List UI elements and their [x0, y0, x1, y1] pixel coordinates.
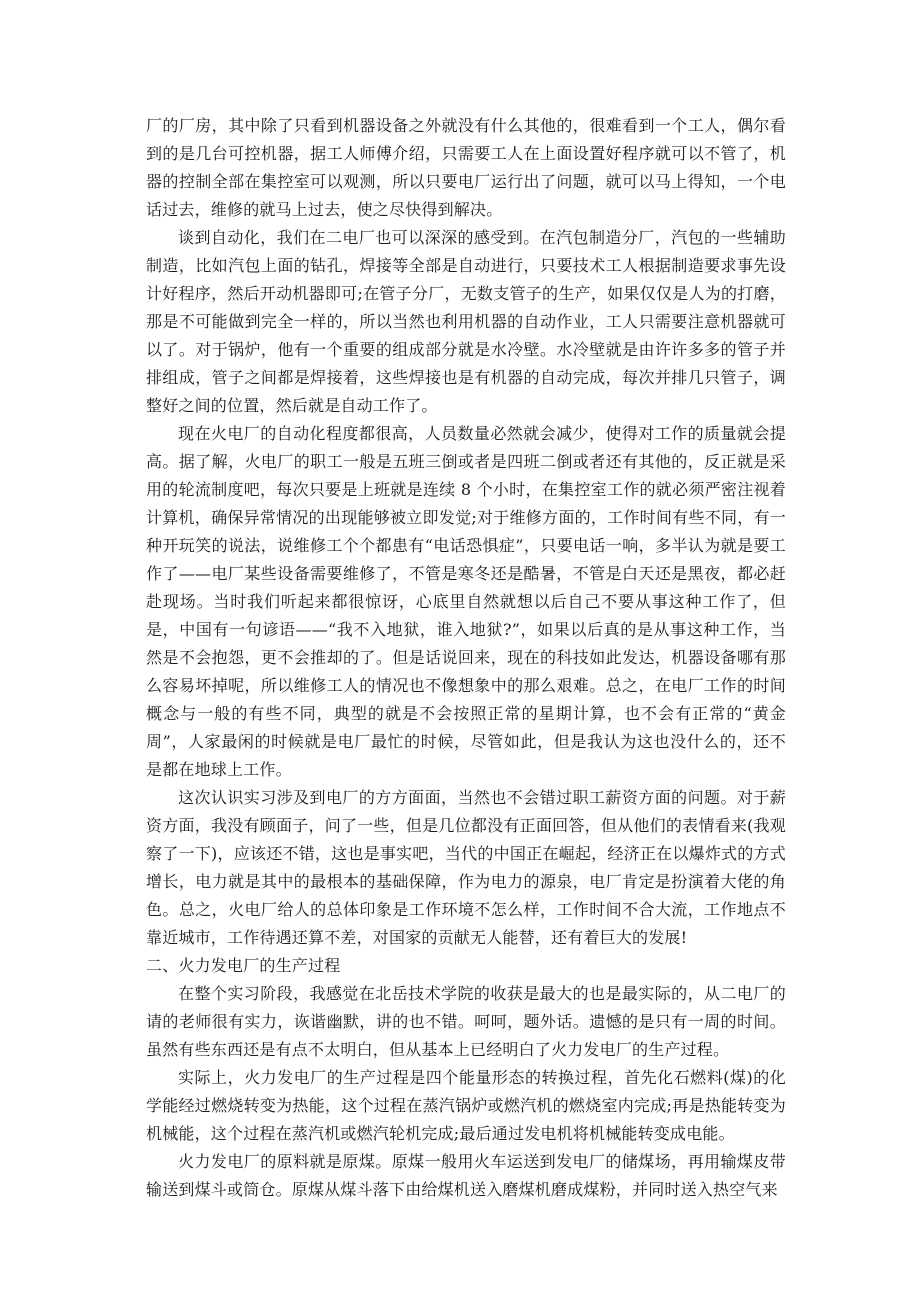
section-heading-production-process: 二、火力发电厂的生产过程	[146, 956, 341, 975]
paragraph-salary: 这次认识实习涉及到电厂的方方面面，当然也不会错过职工薪资方面的问题。对于薪资方面，我没有顾面子，问了一些，但是几位都没有正面回答，但从他们的表情看来(我观察了一下)，应该还不错，这也是事实吧，当代的中国正在崛起，经济正在以爆炸式的方式增长，电力就是其中的最根本的基础保障，作为电力的源泉，电厂肯定是扮演着大佬的角色。总之，火电厂给人的总体印象是工作环境不怎么样，工作时间不合大流，工作地点不靠近城市，工作待遇还算不差，对国家的贡献无人能替，还有着巨大的发展!	[146, 788, 786, 947]
paragraph-internship-impression: 在整个实习阶段，我感觉在北岳技术学院的收获是最大的也是最实际的，从二电厂的请的老师很有实力，诙谐幽默，讲的也不错。呵呵，题外话。遗憾的是只有一周的时间。虽然有些东西还是有点不太明白，但从基本上已经明白了火力发电厂的生产过程。	[146, 984, 786, 1059]
paragraph-automation: 谈到自动化，我们在二电厂也可以深深的感受到。在汽包制造分厂，汽包的一些辅助制造，比如汽包上面的钻孔，焊接等全部是自动进行，只要技术工人根据制造要求事先设计好程序，然后开动机器即可;在管子分厂，无数支管子的生产，如果仅仅是人为的打磨，那是不可能做到完全一样的，所以当然也利用机器的自动作业，工人只需要注意机器就可以了。对于锅炉，他有一个重要的组成部分就是水冷壁。水冷壁就是由许许多多的管子并排组成，管子之间都是焊接着，这些焊接也是有机器的自动完成，每次并排几只管子，调整好之间的位置，然后就是自动工作了。	[146, 228, 786, 415]
paragraph-staffing-shifts: 现在火电厂的自动化程度都很高，人员数量必然就会减少，使得对工作的质量就会提高。据了解，火电厂的职工一般是五班三倒或者是四班二倒或者还有其他的，反正就是采用的轮流制度吧，每次只要是上班就是连续 8 个小时，在集控室工作的就必须严密注视着计算机，确保异常情况的出现能够被立即发觉;对于维修方面的，工作时间有些不同，有一种开玩笑的说法，说维修工个个都患有“电话恐惧症”，只要电话一响，多半认为就是要工作了——电厂某些设备需要维修了，不管是寒冬还是酷暑，不管是白天还是黑夜，都必赶赴现场。当时我们听起来都很惊讶，心底里自然就想以后自己不要从事这种工作了，但是，中国有一句谚语——“我不入地狱，谁入地狱?”，如果以后真的是从事这种工作，当然是不会抱怨，更不会推却的了。但是话说回来，现在的科技如此发达，机器设备哪有那么容易坏掉呢，所以维修工人的情况也不像想象中的那么艰难。总之，在电厂工作的时间概念与一般的有些不同，典型的就是不会按照正常的星期计算，也不会有正常的“黄金周”，人家最闲的时候就是电厂最忙的时候，尽管如此，但是我认为这也没什么的，还不是都在地球上工作。	[146, 424, 786, 779]
paragraph-raw-coal: 火力发电厂的原料就是原煤。原煤一般用火车运送到发电厂的储煤场，再用输煤皮带输送到煤斗或筒仓。原煤从煤斗落下由给煤机送入磨煤机磨成煤粉，并同时送入热空气来	[146, 1152, 786, 1199]
document-body	[146, 112, 786, 1204]
paragraph-continued-factory-overview: 厂的厂房，其中除了只看到机器设备之外就没有什么其他的，很难看到一个工人，偶尔看到的是几台可控机器，据工人师傅介绍，只需要工人在上面设置好程序就可以不管了，机器的控制全部在集控室可以观测，所以只要电厂运行出了问题，就可以马上得知，一个电话过去，维修的就马上过去，使之尽快得到解决。	[146, 116, 786, 219]
paragraph-energy-conversion: 实际上，火力发电厂的生产过程是四个能量形态的转换过程，首先化石燃料(煤)的化学能经过燃烧转变为热能，这个过程在蒸汽锅炉或燃汽机的燃烧室内完成;再是热能转变为机械能，这个过程在蒸汽机或燃汽轮机完成;最后通过发电机将机械能转变成电能。	[146, 1068, 786, 1143]
